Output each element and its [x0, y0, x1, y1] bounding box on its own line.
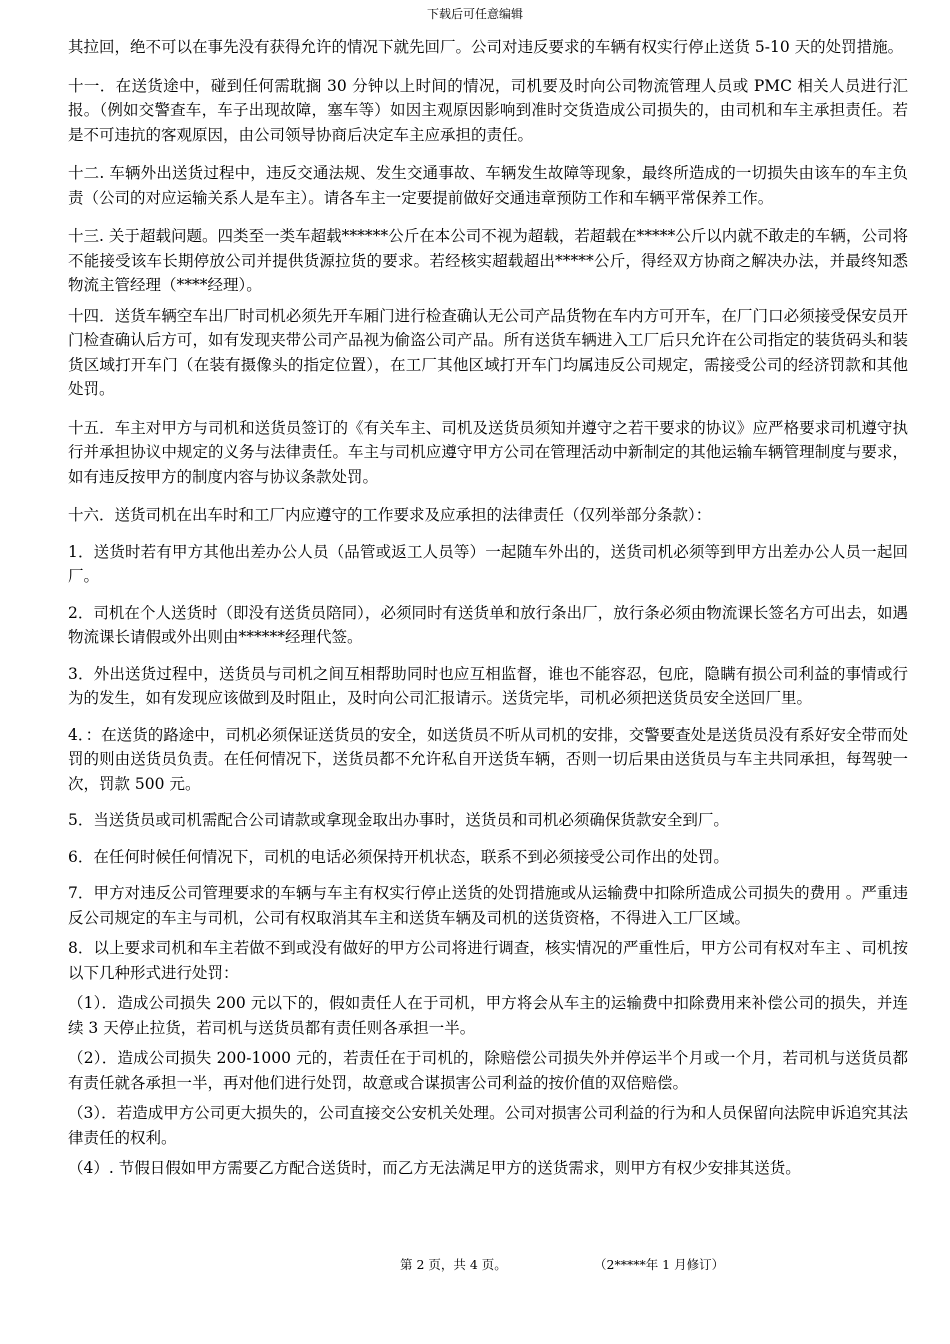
clause-14: 十四．送货车辆空车出厂时司机必须先开车厢门进行检查确认无公司产品货物在车内方可开车，在厂门口必须接受保安员开门检查确认后方可，如有发现夹带公司产品视为偷盗公司产品。所有送货车辆进入工厂后只允许在公司指定的装货码头和装货区域打开车门（在装有摄像头的指定位置），在工厂其他区域打开车门均属违反公司规定，需接受公司的经济罚款和其他处罚。 [68, 306, 908, 398]
rule-6: 6．在任何时候任何情况下，司机的电话必须保持开机状态，联系不到必须接受公司作出的处罚。 [68, 847, 729, 866]
rule-3: 3．外出送货过程中，送货员与司机之间互相帮助同时也应互相监督，谁也不能容忍，包庇，隐瞒有损公司利益的事情或行为的发生，如有发现应该做到及时阻止，及时向公司汇报请示。送货完毕，司机必须把送货员安全送回厂里。 [68, 664, 908, 707]
penalty-2: （2）．造成公司损失 200-1000 元的，若责任在于司机的，除赔偿公司损失外并停运半个月或一个月，若司机与送货员都有责任就各承担一半，再对他们进行处罚，故意或合谋损害公司利益的按价值的双倍赔偿。 [68, 1049, 908, 1092]
rule-5: 5．当送货员或司机需配合公司请款或拿现金取出办事时，送货员和司机必须确保货款安全到厂。 [68, 811, 729, 829]
page-header: 下载后可任意编辑 [426, 7, 523, 21]
rule-7: 7．甲方对违反公司管理要求的车辆与车主有权实行停止送货的处罚措施或从运输费中扣除所造成公司损失的费用 。严重违反公司规定的车主与司机，公司有权取消其车主和送货车辆及司机的送货资格，不得进入工厂区域。 [68, 884, 908, 927]
document-body [68, 35, 908, 1181]
clause-11: 十一．在送货途中，碰到任何需耽搁 30 分钟以上时间的情况，司机要及时向公司物流管理人员或 PMC 相关人员进行汇报。（例如交警查车，车子出现故障，塞车等）如因主观原因影响到准时交货造成公司损失的，由司机和车主承担责任。若是不可违抗的客观原因，由公司领导协商后决定车主应承担的责任。 [68, 76, 908, 144]
rule-4: 4．：在送货的路途中，司机必须保证送货员的安全，如送货员不听从司机的安排，交警要查处是送货员没有系好安全带而处罚的则由送货员负责。在任何情况下，送货员都不允许私自开送货车辆，否则一切后果由送货员与车主共同承担，每驾驶一次，罚款 500 元。 [68, 725, 908, 793]
rule-1: 1．送货时若有甲方其他出差办公人员（品管或返工人员等）一起随车外出的，送货司机必须等到甲方出差办公人员一起回厂。 [68, 542, 908, 585]
penalty-4: （4）. 节假日假如甲方需要乙方配合送货时，而乙方无法满足甲方的送货需求，则甲方有权少安排其送货。 [68, 1159, 801, 1177]
clause-12: 十二. 车辆外出送货过程中，违反交通法规、发生交通事故、车辆发生故障等现象，最终所造成的一切损失由该车的车主负责（公司的对应运输关系人是车主）。请各车主一定要提前做好交通违章预防工作和车辆平常保养工作。 [68, 164, 908, 207]
penalty-1: （1）．造成公司损失 200 元以下的，假如责任人在于司机，甲方将会从车主的运输费中扣除费用来补偿公司的损失，并连续 3 天停止拉货，若司机与送货员都有责任则各承担一半。 [68, 994, 908, 1037]
rule-2: 2．司机在个人送货时（即没有送货员陪同），必须同时有送货单和放行条出厂，放行条必须由物流课长签名方可出去，如遇物流课长请假或外出则由******经理代签。 [68, 603, 908, 646]
rule-8: 8．以上要求司机和车主若做不到或没有做好的甲方公司将进行调查，核实情况的严重性后，甲方公司有权对车主 、司机按以下几种形式进行处罚： [68, 939, 908, 982]
clause-15: 十五．车主对甲方与司机和送货员签订的《有关车主、司机及送货员须知并遵守之若干要求的协议》应严格要求司机遵守执行并承担协议中规定的义务与法律责任。车主与司机应遵守甲方公司在管理活动中新制定的其他运输车辆管理制度与要求，如有违反按甲方的制度内容与协议条款处罚。 [68, 418, 908, 486]
clause-16: 十六．送货司机在出车时和工厂内应遵守的工作要求及应承担的法律责任（仅列举部分条款）： [68, 506, 712, 524]
clause-13: 十三. 关于超载问题。四类至一类车超载******公斤在本公司不视为超载，若超载在*****公斤以内就不敢走的车辆，公司将不能接受该车长期停放公司并提供货源拉货的要求。若经核实超载超出*****公斤，得经双方协商之解决办法，并最终知悉物流主管经理（****经理）。 [68, 227, 908, 294]
revision-note: （2*****年 1 月修订） [594, 1257, 725, 1272]
page-number: 第 2 页，共 4 页。 [400, 1257, 507, 1272]
penalty-3: （3）．若造成甲方公司更大损失的，公司直接交公安机关处理。公司对损害公司利益的行为和人员保留向法院申诉追究其法律责任的权利。 [68, 1104, 908, 1147]
paragraph-continuation: 其拉回，绝不可以在事先没有获得允许的情况下就先回厂。公司对违反要求的车辆有权实行停止送货 5-10 天的处罚措施。 [68, 38, 904, 56]
